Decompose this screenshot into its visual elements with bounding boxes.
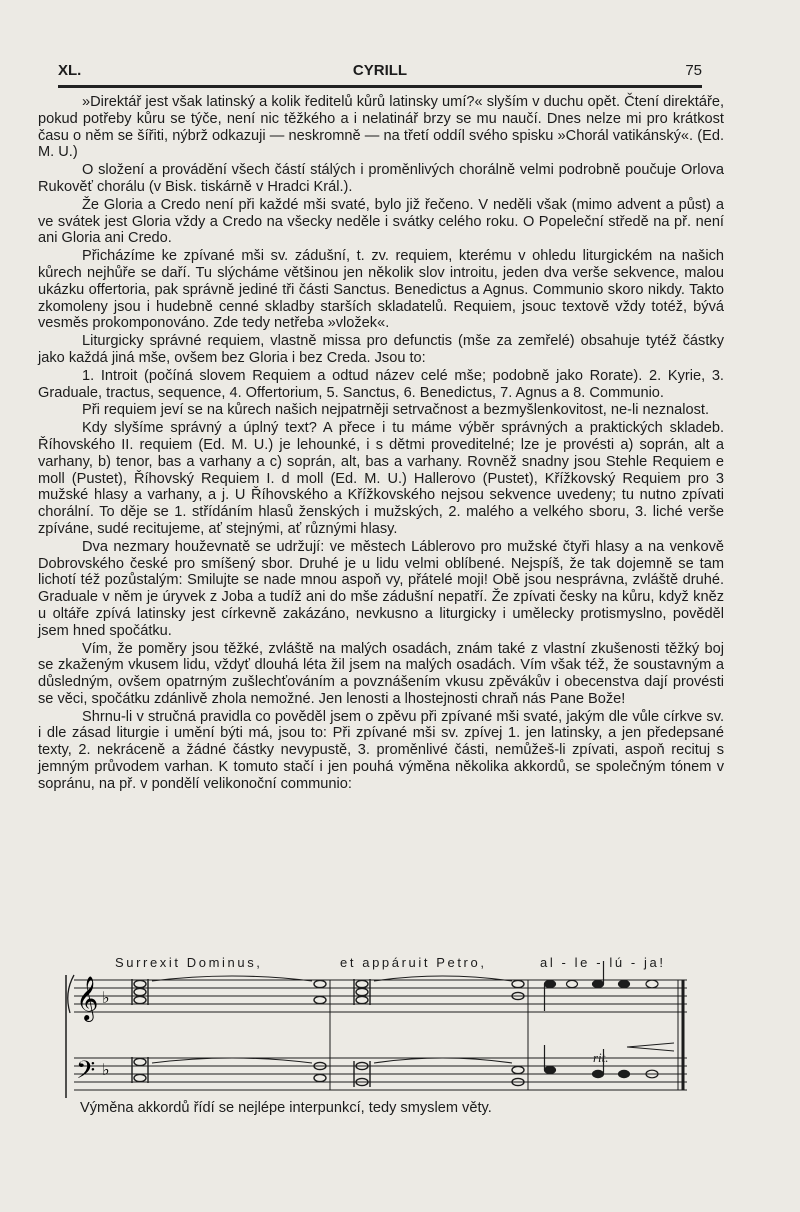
- header-rule: [58, 85, 702, 88]
- closing-line: Výměna akkordů řídí se nejlépe interpunkcí, tedy smyslem věty.: [80, 1100, 492, 1116]
- chapter-number: XL.: [58, 62, 82, 79]
- paragraph: Přicházíme ke zpívané mši sv. zádušní, t. zv. requiem, kterému v ohledu liturgickém na našich kůrech nejhůře se daří. Tu slýcháme většinou jen několik slov introitu, jeden dva verše sekvence, malou ukázku offertoria, pak správně jediné tři části Sanctus. Benedictus a Agnus. Communio skoro nikdy. Takto zkomoleny jsou i hudebně cenné skladby starších skladatelů. Requiem, jsouc textově vždy totéž, bývá vesměs prokomponováno. Zde tedy netřeba »vložek«.: [38, 248, 724, 332]
- flat-icon: ♭: [102, 988, 110, 1007]
- music-lyric-3: al - le - lú - ja!: [540, 955, 666, 970]
- flat-icon: ♭: [102, 1060, 110, 1079]
- paragraph: Že Gloria a Credo není při každé mši svaté, bylo již řečeno. V neděli však (mimo advent a půst) a ve svátek jest Gloria vždy a Credo na všecky neděle i svátky celého roku. O Popeleční středě na př. není ani Gloria ani Credo.: [38, 196, 724, 247]
- journal-title: CYRILL: [352, 62, 408, 79]
- paragraph: Liturgicky správné requiem, vlastně missa pro defunctis (mše za zemřelé) obsahuje tytéž částky jako každá jiná mše, ovšem bez Gloria i bez Creda. Jsou to:: [38, 333, 724, 366]
- system-bracket: [66, 975, 74, 1098]
- paragraph: Shrnu-li v stručná pravidla co pověděl jsem o zpěvu při zpívané mši svaté, jakým dle vůle církve sv. i dle zásad liturgie i umění býti má, jsou to: Při zpívané mši sv. zpívej 1. jen latinsky, a jen předepsané texty, 2. nekráceně a žádné částky nevypustě, 3. proměnlivé části, nemůžeš-li zpívati, aspoň recituj s jemným průvodem varhan. K tomuto stačí i jen pouhá výměna několika akkordů, se společným tónem v sopránu, na př. v pondělí velikonoční communio:: [38, 708, 724, 792]
- bass-clef-icon: 𝄢: [76, 1056, 96, 1091]
- paragraph: 1. Introit (počíná slovem Requiem a odtud název celé mše; podobně jako Rorate). 2. Kyrie, 3. Graduale, tractus, sequence, 4. Offertorium, 5. Sanctus, 6. Benedictus, 7. Agnus a 8. Communio.: [38, 367, 724, 401]
- chord-breve-2: [354, 979, 370, 1087]
- music-score: [62, 953, 694, 1108]
- tempo-mark: rit.: [593, 1050, 609, 1065]
- chord-breve: [132, 979, 148, 1083]
- ties: [152, 976, 312, 1063]
- paragraph: »Direktář jest však latinský a kolik ředitelů kůrů latinsky umí?« slyším v duchu opět. Čtení direktáře, pokud potřeby kůru se týče, není nic těžkého a i nelatinář brzy se mu naučí. Dnes nelze mi pro krátkost času o něm se šířiti, nýbrž odkazuji — neskromně — na třetí oddíl svého spisku »Chorál vatikánský«. (Ed. M. U.): [38, 94, 724, 161]
- body-text: [38, 94, 724, 793]
- paragraph: Vím, že poměry jsou těžké, zvláště na malých osadách, znám také z vlastní zkušenosti těžký boj se zkaženým vkusem lidu, vždyť dlouhá léta žil jsem na malých osadách. Vím však též, že soustavným a důsledným, ovšem opatrným zušlechťováním a povznášením vkusu zpěvákův i obecenstva dají provésti se věci, spočátku zdánlivě zhola nemožné. Jen lenosti a lhostejnosti chraň nás Pane Bože!: [38, 640, 724, 707]
- music-lyric-2: et appáruit Petro,: [340, 955, 487, 970]
- page-number: 75: [685, 62, 702, 79]
- decrescendo: [627, 1043, 674, 1051]
- music-lyric-1: Surrexit Dominus,: [115, 955, 263, 970]
- paragraph: O složení a provádění všech částí stálých i proměnlivých chorálně velmi podrobně poučuje Orlova Rukověť chorálu (v Bisk. tiskárně v Hradci Král.).: [38, 162, 724, 195]
- treble-clef-icon: 𝄞: [76, 976, 99, 1020]
- paragraph: Při requiem jeví se na kůrech našich nejpatrněji setrvačnost a bezmyšlenkovitost, ne-li neznalost.: [82, 402, 710, 419]
- paragraph: Kdy slyšíme správný a úplný text? A přece i tu máme výběr správných a praktických skladeb. Říhovského II. requiem (Ed. M. U.) je lehounké, i s dětmi proveditelné; lze je provésti a) soprán, alt a varhany, b) tenor, bas a varhany a c) soprán, alt, bas a varhany. Rovněž snadny jsou Stehle Requiem e moll (Pustet), Říhovský Requiem I. d moll (Ed. M. U.) Hallerovo (Pustet), Křížkovský Requiem pro 3 mužské hlasy a varhany, a j. U Říhovského a Křížkovského nejsou sekvence uvedeny; tu nutno zpívati chorální. To děje se 1. střídáním hlasů ženských i mužských, 2. malého a velkého sboru, 3. liché verše zpívánе, sudé recitujeme, ať stejnými, ať různými hlasy.: [38, 420, 724, 537]
- running-header: [58, 62, 702, 84]
- paragraph: Dva nezmary houževnatě se udržují: ve městech Láblerovo pro mužské čtyři hlasy a na venkově Dobrovského české pro smíšený sbor. Druhé je u lidu velmi oblíbené. Nejspíš, že tak dojemně se tam lichotí též pozůstalým: Smilujte se nade mnou aspoň vy, přátelé moji! Obě jsou nesprávna, zvláště druhé. Graduale v něm je úryvek z Joba a tudíž ani do mše zádušní nepatří. Že zpívati česky na kůru, když kněz u oltáře zpívá latinsky jest církevně zakázáno, nevkusno a liturgicky i umělecky protismyslno, pověděl jsem hned spočátku.: [38, 538, 724, 639]
- ties: [374, 976, 512, 1063]
